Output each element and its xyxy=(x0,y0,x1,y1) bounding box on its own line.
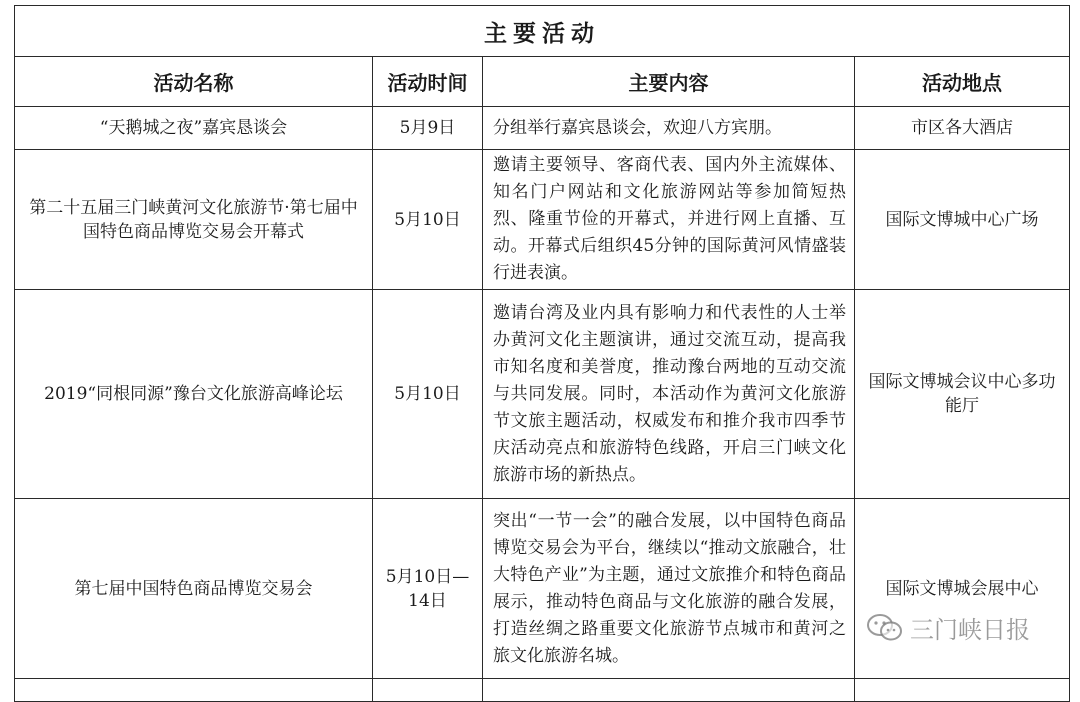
table-row xyxy=(15,499,1070,679)
wechat-icon xyxy=(866,613,904,643)
table-row xyxy=(15,107,1070,150)
cell-activity-name: 2019“同根同源”豫台文化旅游高峰论坛 xyxy=(15,290,373,499)
watermark xyxy=(866,610,1030,645)
activities-table xyxy=(14,5,1070,702)
cell-activity-name: “天鹅城之夜”嘉宾恳谈会 xyxy=(15,107,373,150)
cut-cell xyxy=(373,679,483,702)
cell-activity-place: 市区各大酒店 xyxy=(855,107,1070,150)
cell-activity-name: 第二十五届三门峡黄河文化旅游节·第七届中国特色商品博览交易会开幕式 xyxy=(15,150,373,290)
header-content: 主要内容 xyxy=(483,57,855,107)
watermark-text: 三门峡日报 xyxy=(910,616,1030,644)
cell-activity-place: 国际文博城会展中心 xyxy=(855,499,1070,679)
table-title: 主要活动 xyxy=(15,6,1070,57)
header-place: 活动地点 xyxy=(855,57,1070,107)
cell-activity-time: 5月10日—14日 xyxy=(373,499,483,679)
cell-activity-content: 分组举行嘉宾恳谈会，欢迎八方宾朋。 xyxy=(483,107,855,150)
cell-activity-place: 国际文博城会议中心多功能厅 xyxy=(855,290,1070,499)
cell-activity-time: 5月10日 xyxy=(373,290,483,499)
cell-activity-content: 突出“一节一会”的融合发展，以中国特色商品博览交易会为平台，继续以“推动文旅融合，壮大特色产业”为主题，通过文旅推介和特色商品展示，推动特色商品与文化旅游的融合发展，打造丝绸之路重要文化旅游节点城市和黄河之旅文化旅游名城。 xyxy=(483,499,855,679)
cell-activity-time: 5月9日 xyxy=(373,107,483,150)
cut-cell xyxy=(855,679,1070,702)
header-name: 活动名称 xyxy=(15,57,373,107)
table-header-row xyxy=(15,57,1070,107)
cell-activity-content: 邀请主要领导、客商代表、国内外主流媒体、知名门户网站和文化旅游网站等参加简短热烈、隆重节俭的开幕式，并进行网上直播、互动。开幕式后组织45分钟的国际黄河风情盛装行进表演。 xyxy=(483,150,855,290)
table-title-row xyxy=(15,6,1070,57)
cut-cell xyxy=(483,679,855,702)
cell-activity-place: 国际文博城中心广场 xyxy=(855,150,1070,290)
header-time: 活动时间 xyxy=(373,57,483,107)
table-row-cut xyxy=(15,679,1070,702)
table-row xyxy=(15,150,1070,290)
cell-activity-name: 第七届中国特色商品博览交易会 xyxy=(15,499,373,679)
table-row xyxy=(15,290,1070,499)
cell-activity-time: 5月10日 xyxy=(373,150,483,290)
cell-activity-content: 邀请台湾及业内具有影响力和代表性的人士举办黄河文化主题演讲，通过交流互动，提高我市知名度和美誉度，推动豫台两地的互动交流与共同发展。同时，本活动作为黄河文化旅游节文旅主题活动，权威发布和推介我市四季节庆活动亮点和旅游特色线路，开启三门峡文化旅游市场的新热点。 xyxy=(483,290,855,499)
cut-cell xyxy=(15,679,373,702)
